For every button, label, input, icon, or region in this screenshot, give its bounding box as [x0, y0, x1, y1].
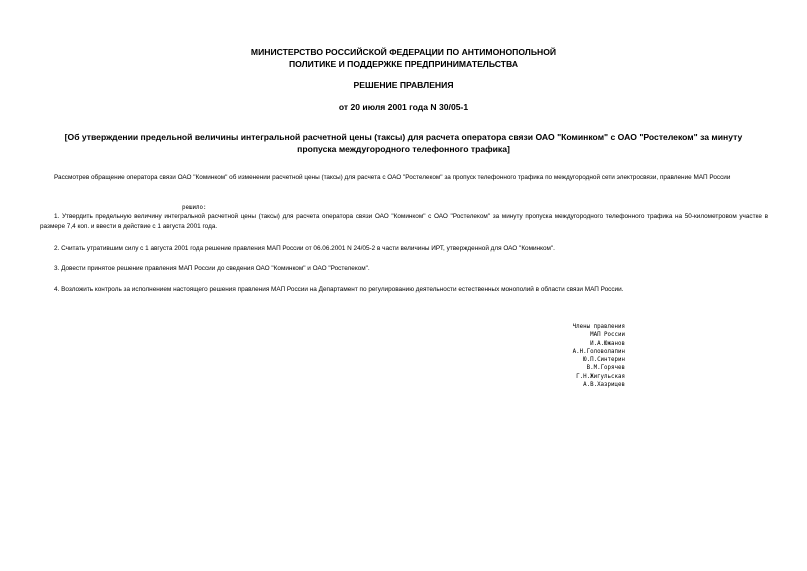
- signatory-name: А.Н.Головолапин: [572, 348, 625, 355]
- ministry-heading-line-2: ПОЛИТИКЕ И ПОДДЕРЖКЕ ПРЕДПРИНИМАТЕЛЬСТВА: [288, 59, 519, 69]
- signature-heading-line-1: Члены правления: [572, 324, 625, 330]
- item-paragraph-1: 1. Утвердить предельную величину интегральной расчетной цены (таксы) для расчета оператора связи ОАО "Коминком" с ОАО "Ростелеком" за минуту пропуска междугородного телефонного трафика на 50-километровом участке в размере 7,4 коп. и ввести в действие с 1 августа 2001 года.: [40, 213, 768, 230]
- signature-block: [573, 323, 625, 389]
- decision-heading: РЕШЕНИЕ ПРАВЛЕНИЯ: [353, 80, 454, 90]
- document-title: [Об утверждении предельной величины интегральной расчетной цены (таксы) для расчета оператора связи ОАО "Коминком" с ОАО "Ростелеком" за минуту пропуска междугородного телефонного трафика]: [64, 132, 743, 154]
- decision-date: от 20 июля 2001 года N 30/05-1: [338, 102, 469, 112]
- intro-paragraph: Рассмотрев обращение оператора связи ОАО "Коминком" об изменении расчетной цены (таксы) для расчета с ОАО "Ростелеком" за пропуск телефонного трафика по междугородной сети электросвязи, правление МАП России: [54, 174, 731, 181]
- resolved-label: решило:: [182, 205, 207, 211]
- signatory-name: Г.Н.Жигульская: [576, 373, 625, 380]
- item-paragraph-4: 4. Возложить контроль за исполнением настоящего решения правления МАП России на Департамент по регулированию деятельности естественных монополий в области связи МАП России.: [54, 286, 624, 293]
- item-paragraph-2: 2. Считать утратившим силу с 1 августа 2001 года решение правления МАП России от 06.06.2001 N 24/05-2 в части величины ИРТ, утвержденной для ОАО "Коминком".: [54, 245, 555, 252]
- signatory-name: Ю.П.Синтерин: [583, 357, 625, 364]
- signature-heading-line-2: МАП России: [590, 332, 625, 339]
- signatory-name: В.М.Горячев: [586, 365, 625, 372]
- item-paragraph-3: 3. Довести принятое решение правления МАП России до сведения ОАО "Коминком" и ОАО "Ростелеком".: [54, 265, 370, 272]
- signatory-name: И.А.Южанов: [590, 340, 625, 347]
- ministry-heading: [0, 46, 807, 70]
- signatory-name: А.В.Хазрицев: [583, 382, 625, 389]
- ministry-heading-line-1: МИНИСТЕРСТВО РОССИЙСКОЙ ФЕДЕРАЦИИ ПО АНТИМОНОПОЛЬНОЙ: [250, 47, 557, 57]
